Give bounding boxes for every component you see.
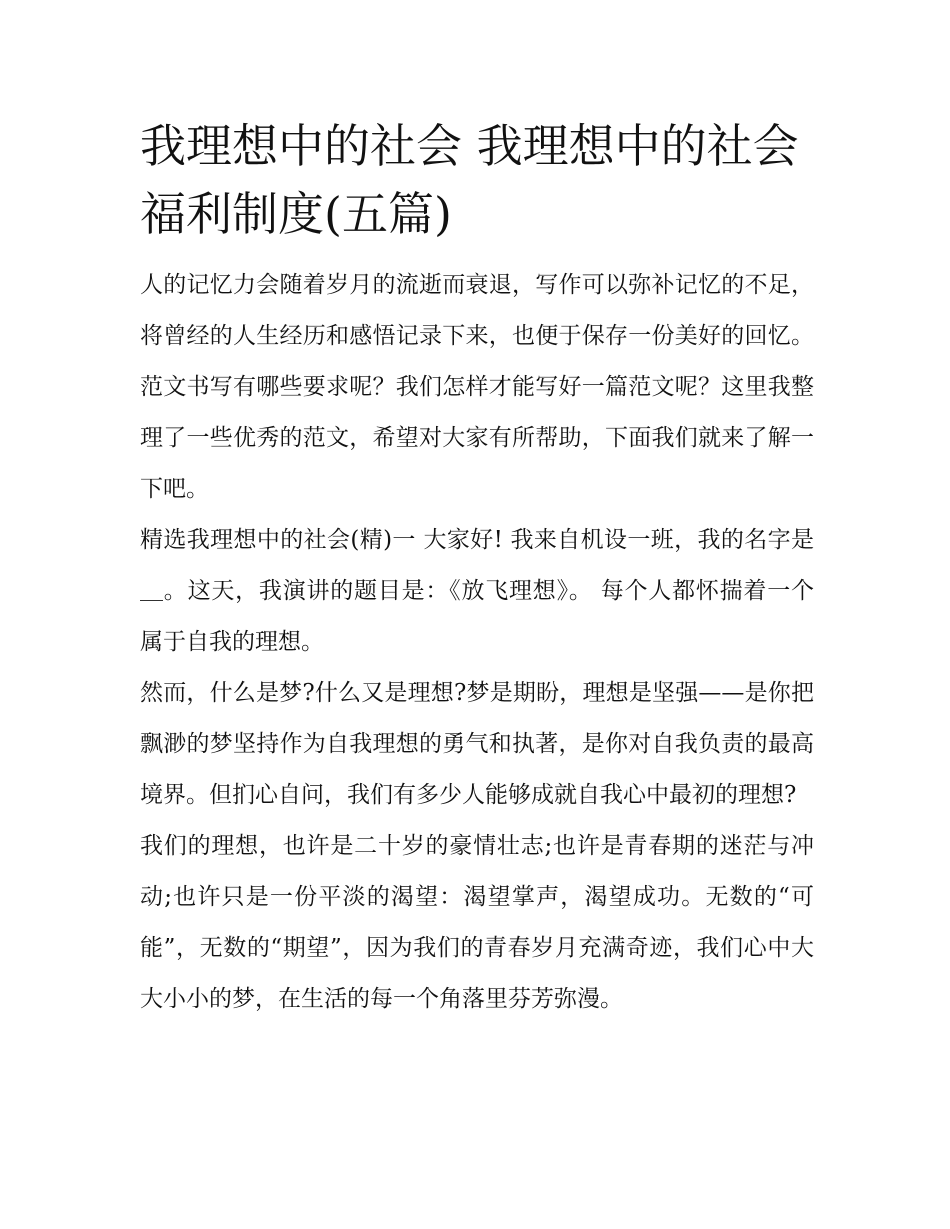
paragraph-intro: 人的记忆力会随着岁月的流逝而衰退，写作可以弥补记忆的不足，将曾经的人生经历和感悟记录下来，也便于保存一份美好的回忆。范文书写有哪些要求呢？我们怎样才能写好一篇范文呢？这里我整理了一些优秀的范文，希望对大家有所帮助，下面我们就来了解一下吧。	[140, 272, 814, 502]
document-title: 我理想中的社会 我理想中的社会福利制度(五篇)	[140, 119, 799, 241]
document-page	[140, 112, 814, 1025]
paragraph-our-ideals: 我们的理想，也许是二十岁的豪情壮志;也许是青春期的迷茫与冲动;也许只是一份平淡的渴望：渴望掌声，渴望成功。无数的“可能”，无数的“期望”，因为我们的青春岁月充满奇迹，我们心中大大小小的梦，在生活的每一个角落里芬芳弥漫。	[140, 833, 814, 1012]
paragraph-speech-opening: 精选我理想中的社会(精)一 大家好! 我来自机设一班，我的名字是＿。这天，我演讲的题目是：《放飞理想》。 每个人都怀揣着一个属于自我的理想。	[140, 527, 814, 655]
paragraph-dream-vs-ideal: 然而，什么是梦?什么又是理想?梦是期盼，理想是坚强——是你把飘渺的梦坚持作为自我理想的勇气和执著，是你对自我负责的最高境界。但扪心自问，我们有多少人能够成就自我心中最初的理想?	[140, 680, 814, 808]
